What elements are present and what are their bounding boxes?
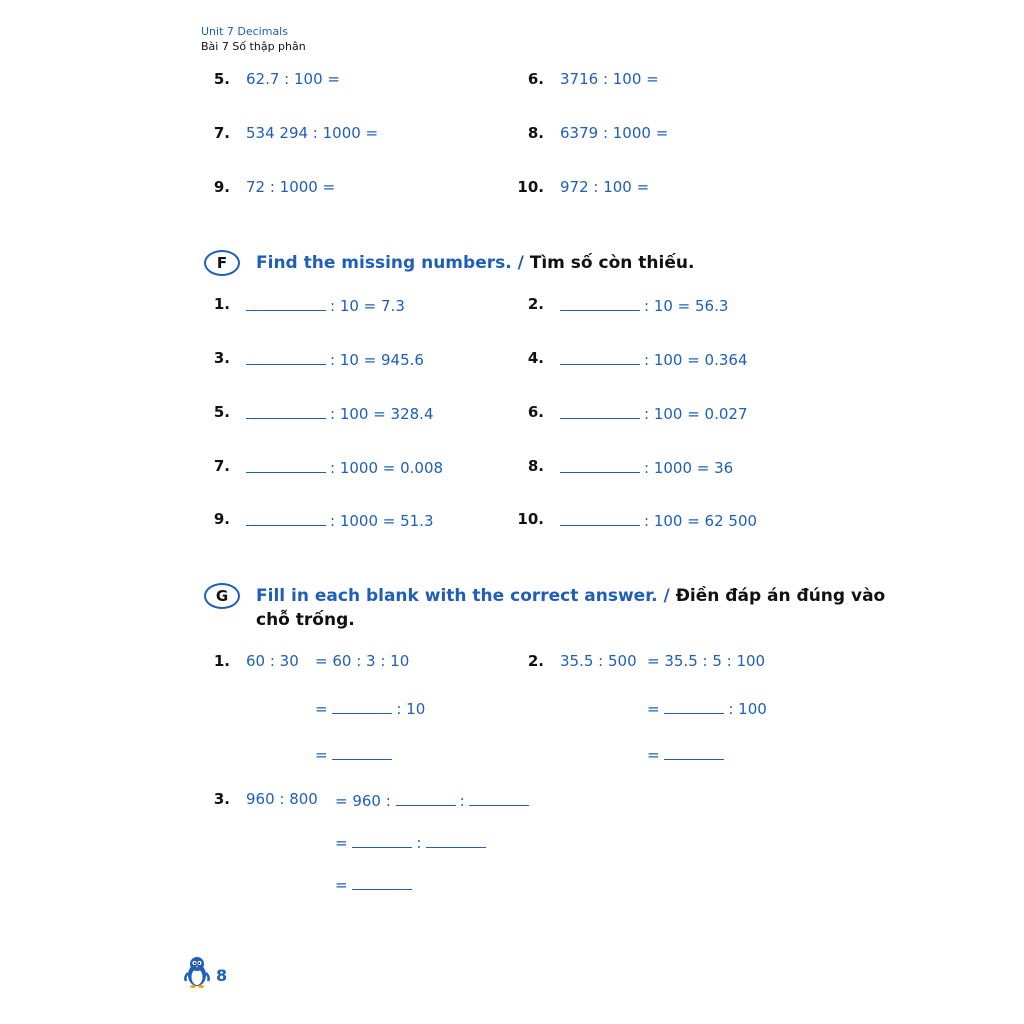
answer-blank[interactable] xyxy=(352,832,412,848)
e-item-8-number: 8. xyxy=(527,124,544,142)
f-item-2-expression: : 10 = 56.3 xyxy=(644,297,729,315)
e-item-7-expression: 534 294 : 1000 = xyxy=(246,124,379,142)
answer-blank[interactable] xyxy=(426,832,486,848)
g-q1-number: 1. xyxy=(213,652,230,670)
f-item-10-expression: : 100 = 62 500 xyxy=(644,512,758,530)
answer-blank[interactable] xyxy=(664,744,724,760)
penguin-icon xyxy=(183,955,211,989)
e-item-6-number: 6. xyxy=(527,70,544,88)
equals-sign: = xyxy=(647,700,660,718)
f-item-5-expression: : 100 = 328.4 xyxy=(330,405,434,423)
f-item-4-expression: : 100 = 0.364 xyxy=(644,351,748,369)
f-item-2-number: 2. xyxy=(527,295,544,313)
answer-blank[interactable] xyxy=(469,790,529,806)
f-item-1-expression: : 10 = 7.3 xyxy=(330,297,405,315)
g-q1-step1: = 60 : 3 : 10 xyxy=(315,652,410,670)
equals-sign: = xyxy=(315,700,328,718)
e-item-5-expression: 62.7 : 100 = xyxy=(246,70,340,88)
answer-blank[interactable] xyxy=(246,510,326,526)
section-g-title-en: Fill in each blank with the correct answer. / xyxy=(256,586,670,606)
g-q3-lhs: 960 : 800 xyxy=(246,790,318,808)
section-g-badge: G xyxy=(204,583,240,609)
g-q3-number: 3. xyxy=(213,790,230,808)
g-q3-step2 xyxy=(335,832,490,852)
equals-sign: = xyxy=(335,876,348,894)
g-q2-step2 xyxy=(647,698,767,718)
g-q3-step1-pre: = 960 : xyxy=(335,792,391,810)
section-f-title-en: Find the missing numbers. / xyxy=(256,253,524,273)
f-item-7-expression: : 1000 = 0.008 xyxy=(330,459,444,477)
f-item-4 xyxy=(560,349,748,369)
g-q3-step1-mid: : xyxy=(459,792,465,810)
answer-blank[interactable] xyxy=(246,457,326,473)
section-g-title-vi-line1: Điền đáp án đúng vào xyxy=(675,586,886,606)
g-q1-step2-rest: : 10 xyxy=(396,700,426,718)
answer-blank[interactable] xyxy=(246,349,326,365)
answer-blank[interactable] xyxy=(560,457,640,473)
g-q3-step1 xyxy=(335,790,533,810)
section-f-title-vi: Tìm số còn thiếu. xyxy=(529,253,695,273)
g-q3-step3 xyxy=(335,874,416,894)
equals-sign: = xyxy=(647,746,660,764)
page-number: 8 xyxy=(216,966,228,985)
f-item-9-number: 9. xyxy=(213,510,230,528)
unit-title: Unit 7 Decimals xyxy=(201,25,288,38)
f-item-3-number: 3. xyxy=(213,349,230,367)
e-item-10-number: 10. xyxy=(517,178,544,196)
f-item-8 xyxy=(560,457,733,477)
f-item-9 xyxy=(246,510,434,530)
answer-blank[interactable] xyxy=(396,790,456,806)
answer-blank[interactable] xyxy=(332,744,392,760)
e-item-9-expression: 72 : 1000 = xyxy=(246,178,336,196)
f-item-5 xyxy=(246,403,434,423)
g-q1-step3 xyxy=(315,744,396,764)
section-g-title-vi-line2: chỗ trống. xyxy=(256,610,355,630)
f-item-8-number: 8. xyxy=(527,457,544,475)
f-item-8-expression: : 1000 = 36 xyxy=(644,459,734,477)
e-item-6-expression: 3716 : 100 = xyxy=(560,70,659,88)
e-item-7-number: 7. xyxy=(213,124,230,142)
g-q1-step2 xyxy=(315,698,425,718)
f-item-1-number: 1. xyxy=(213,295,230,313)
f-item-6-expression: : 100 = 0.027 xyxy=(644,405,748,423)
g-q3-step2-mid: : xyxy=(416,834,422,852)
section-f-title xyxy=(256,251,694,275)
answer-blank[interactable] xyxy=(352,874,412,890)
equals-sign: = xyxy=(315,746,328,764)
answer-blank[interactable] xyxy=(560,510,640,526)
e-item-9-number: 9. xyxy=(213,178,230,196)
f-item-2 xyxy=(560,295,728,315)
f-item-10-number: 10. xyxy=(517,510,544,528)
answer-blank[interactable] xyxy=(664,698,724,714)
section-g-title xyxy=(256,584,885,608)
f-item-9-expression: : 1000 = 51.3 xyxy=(330,512,434,530)
f-item-7-number: 7. xyxy=(213,457,230,475)
g-q2-step2-rest: : 100 xyxy=(728,700,767,718)
answer-blank[interactable] xyxy=(246,403,326,419)
f-item-1 xyxy=(246,295,405,315)
f-item-7 xyxy=(246,457,443,477)
e-item-5-number: 5. xyxy=(213,70,230,88)
section-f-badge: F xyxy=(204,250,240,276)
f-item-3 xyxy=(246,349,424,369)
lesson-title: Bài 7 Số thập phân xyxy=(201,40,306,53)
answer-blank[interactable] xyxy=(246,295,326,311)
g-q2-lhs: 35.5 : 500 xyxy=(560,652,637,670)
f-item-3-expression: : 10 = 945.6 xyxy=(330,351,424,369)
answer-blank[interactable] xyxy=(560,295,640,311)
section-g-title-line2 xyxy=(256,608,355,632)
f-item-5-number: 5. xyxy=(213,403,230,421)
f-item-10 xyxy=(560,510,757,530)
answer-blank[interactable] xyxy=(560,349,640,365)
f-item-6 xyxy=(560,403,748,423)
f-item-4-number: 4. xyxy=(527,349,544,367)
g-q2-step1: = 35.5 : 5 : 100 xyxy=(647,652,766,670)
f-item-6-number: 6. xyxy=(527,403,544,421)
g-q1-lhs: 60 : 30 xyxy=(246,652,299,670)
g-q2-step3 xyxy=(647,744,728,764)
e-item-8-expression: 6379 : 1000 = xyxy=(560,124,669,142)
answer-blank[interactable] xyxy=(560,403,640,419)
e-item-10-expression: 972 : 100 = xyxy=(560,178,650,196)
equals-sign: = xyxy=(335,834,348,852)
g-q2-number: 2. xyxy=(527,652,544,670)
answer-blank[interactable] xyxy=(332,698,392,714)
